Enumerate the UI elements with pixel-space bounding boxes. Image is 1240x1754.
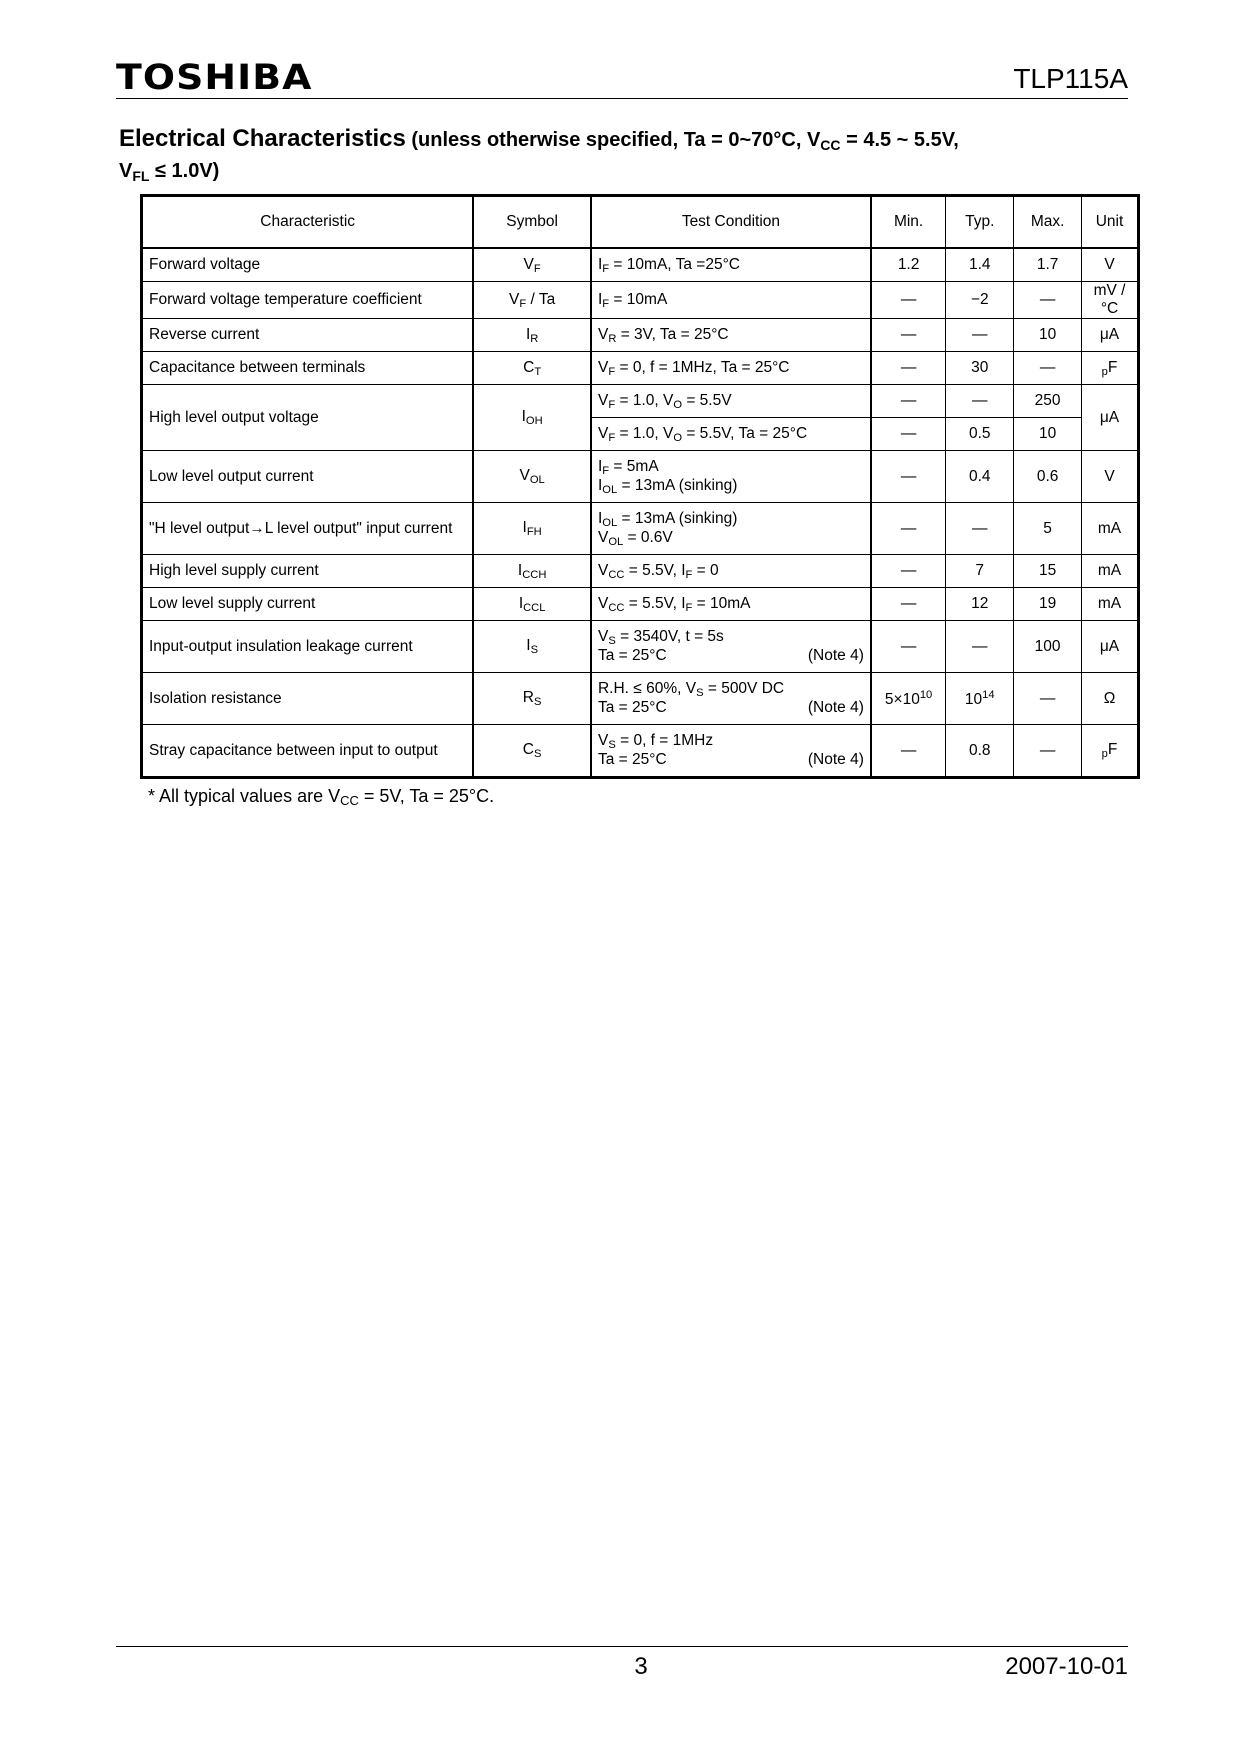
col-header-characteristic: Characteristic (142, 196, 474, 249)
col-header-max: Max. (1014, 196, 1082, 249)
table-row: Capacitance between terminals $C_T$ $V_F = 0$, f = 1MHz, Ta = 25°C — 30 — $_p$F (142, 352, 1139, 385)
col-header-unit: Unit (1082, 196, 1139, 249)
footnote: * All typical values are $V_{CC} = 5V$, Ta = 25°C. (148, 786, 495, 808)
col-header-typ: Typ. (946, 196, 1014, 249)
table-row: High level output voltage $I_{OH}$ $V_F = 1.0$, $V_O = 5.5V$ — — 250 μA (142, 385, 1139, 418)
note-reference: (Note 4) (807, 699, 864, 716)
note-reference: (Note 4) (807, 647, 864, 664)
note-reference: (Note 4) (807, 751, 864, 768)
table-row: Forward voltage temperature coefficient $V_F$ / Ta $I_F = 10mA$ — −2 — mV / °C (142, 282, 1139, 319)
document-date: 2007-10-01 (1005, 1653, 1128, 1680)
part-number: TLP115A (1013, 63, 1128, 94)
page-header (116, 58, 1128, 99)
table-row: "H level output→L level output" input current $I_{FH}$ $I_{OL} = 13mA$ (sinking) $V_{OL} = 0.6V$ — — 5 mA (142, 503, 1139, 555)
electrical-characteristics-table (140, 194, 1140, 779)
table-row: Isolation resistance $R_S$ R.H. ≤ 60%, $V_S = 500V$ DC Ta = 25°C (Note 4) $5\times 10^{10}$ $10^{14}$ — Ω (142, 673, 1139, 725)
table-row: Low level output current $V_{OL}$ $I_F = 5mA$ $I_{OL} = 13mA$ (sinking) — 0.4 0.6 V (142, 451, 1139, 503)
table-row: High level supply current $I_{CCH}$ $V_{CC} = 5.5V$, $I_F = 0$ — 7 15 mA (142, 555, 1139, 588)
toshiba-logo: TOSHIBA (116, 58, 313, 98)
col-header-test-condition: Test Condition (591, 196, 871, 249)
section-title-main: Electrical Characteristics (119, 125, 406, 152)
col-header-symbol: Symbol (473, 196, 591, 249)
section-title: Electrical Characteristics (unless otherwise specified, Ta = 0~70°C, $V_{CC} = 4.5$ ~ 5.5V, $V_{FL} \le 1.0V$) (119, 125, 959, 184)
table-header-row (142, 196, 1139, 249)
table-row: Reverse current $I_R$ $V_R = 3V$, Ta = 25°C — — 10 μA (142, 319, 1139, 352)
table-row: Forward voltage $V_F$ $I_F = 10mA$, Ta =25°C 1.2 1.4 1.7 V (142, 248, 1139, 282)
page-footer (116, 1646, 1128, 1687)
table-row: Stray capacitance between input to output $C_S$ $V_S = 0$, f = 1MHz Ta = 25°C (Note 4) — 0.8 — $_p$F (142, 725, 1139, 778)
col-header-min: Min. (871, 196, 946, 249)
page-number: 3 (634, 1653, 648, 1680)
table-row: $V_F = 1.0$, $V_O = 5.5V$, Ta = 25°C — 0.5 10 (142, 418, 1139, 451)
table-row: Input-output insulation leakage current $I_S$ $V_S = 3540V$, t = 5s Ta = 25°C (Note 4) — — 100 μA (142, 621, 1139, 673)
table-row: Low level supply current $I_{CCL}$ $V_{CC} = 5.5V$, $I_F = 10mA$ — 12 19 mA (142, 588, 1139, 621)
